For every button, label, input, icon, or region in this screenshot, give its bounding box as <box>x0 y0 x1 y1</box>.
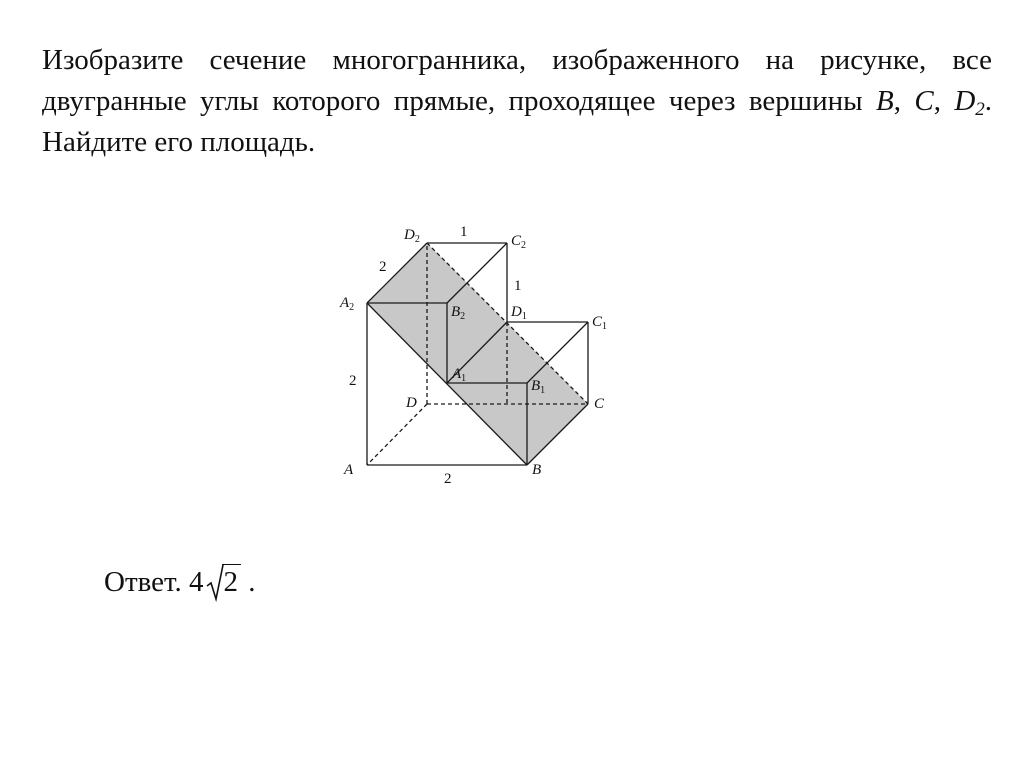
problem-text-1: Изобразите сечение многогранника, изображенного на рисунке, все двугранные углы которого прямые, проходящее через вершины <box>42 44 992 117</box>
label-b2: $B_2$ <box>451 304 466 322</box>
separator: , <box>893 85 915 117</box>
label-c: C <box>594 396 605 412</box>
problem-text-2: . Найдите его площадь. <box>42 85 993 158</box>
label-a2: $A_2$ <box>340 295 355 313</box>
label-d1: $D_1$ <box>511 304 527 322</box>
length-a-a2: 2 <box>349 373 357 389</box>
radical-sign-icon <box>206 564 224 602</box>
label-a: A <box>344 462 354 478</box>
separator: , <box>933 85 955 117</box>
answer-radicand: 2 <box>222 564 242 599</box>
label-c1: $C_1$ <box>592 314 608 332</box>
length-a-b: 2 <box>444 471 452 487</box>
vertex-d-letter: D <box>954 85 976 117</box>
polyhedron-svg <box>330 212 640 492</box>
sqrt-expression <box>206 562 242 602</box>
answer-label: Ответ. <box>104 566 182 598</box>
label-b1: $B_1$ <box>531 378 546 396</box>
answer-coefficient: 4 <box>189 566 204 598</box>
length-d2-c2: 1 <box>460 224 468 240</box>
vertex-d2 <box>954 85 985 120</box>
length-a2-d2: 2 <box>379 259 387 275</box>
vertex-b: B <box>876 85 894 117</box>
label-a1: $A_1$ <box>452 366 467 384</box>
length-c2-d1: 1 <box>514 278 522 294</box>
answer-period: . <box>248 566 256 598</box>
label-b: B <box>532 462 542 478</box>
vertex-d-subscript: 2 <box>975 99 985 120</box>
problem-statement <box>42 40 992 163</box>
edge-d-a-hidden <box>367 404 427 465</box>
label-c2: $C_2$ <box>511 233 527 251</box>
answer <box>104 562 256 602</box>
label-d: D <box>406 395 417 411</box>
label-d2: $D_2$ <box>404 227 420 245</box>
polyhedron-figure <box>330 212 640 492</box>
vertex-c: C <box>914 85 934 117</box>
